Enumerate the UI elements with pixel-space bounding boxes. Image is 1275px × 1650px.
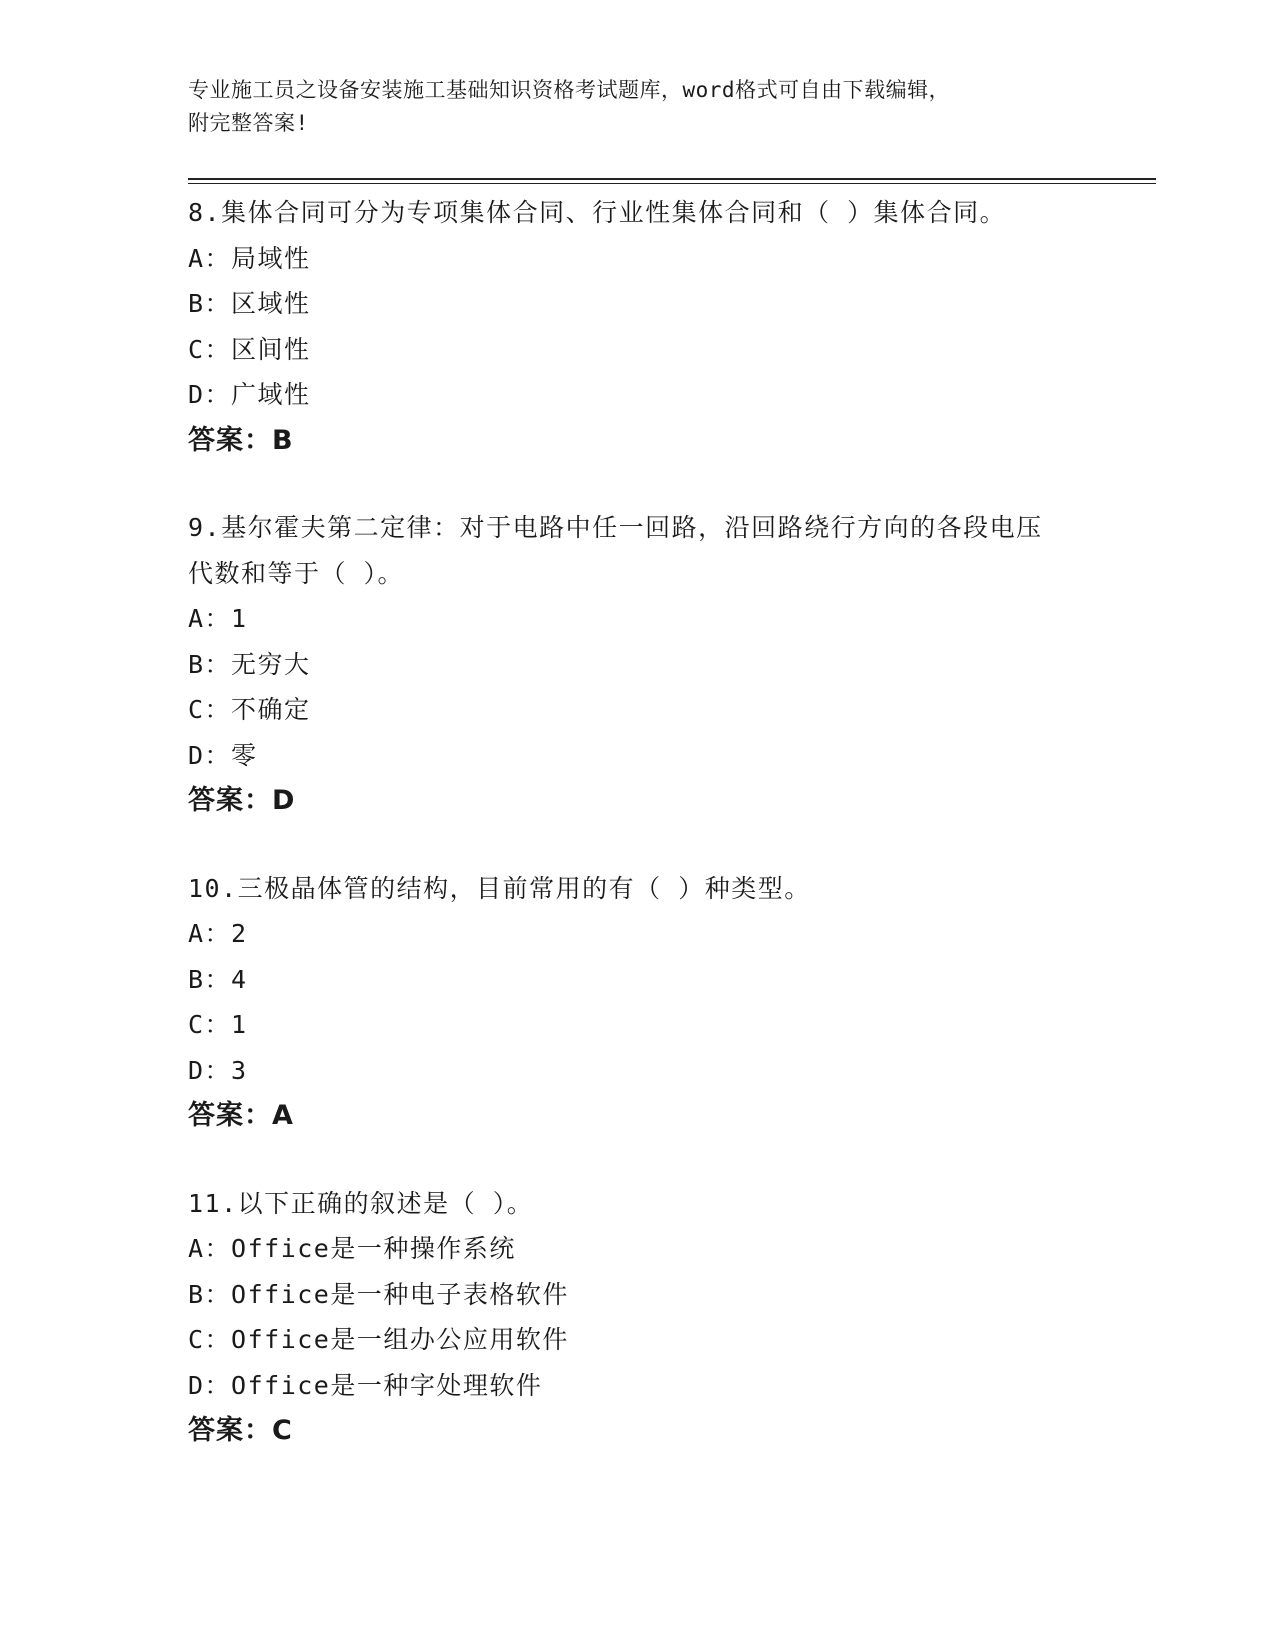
option-d: D：零 xyxy=(188,740,258,770)
option-b: B：无穷大 xyxy=(188,649,311,679)
question-stem: 10.三极晶体管的结构，目前常用的有（ ）种类型。 xyxy=(188,873,811,903)
option-b: B：Office是一种电子表格软件 xyxy=(188,1279,569,1309)
question-9 xyxy=(188,505,1088,824)
question-stem: 9.基尔霍夫第二定律：对于电路中任一回路，沿回路绕行方向的各段电压代数和等于（ ）。 xyxy=(188,513,1043,588)
header-divider-thick xyxy=(188,178,1156,180)
question-stem: 11.以下正确的叙述是（ ）。 xyxy=(188,1188,534,1218)
question-list xyxy=(188,190,1088,1496)
answer-line: 答案：A xyxy=(188,1100,294,1131)
option-c: C：不确定 xyxy=(188,695,311,724)
option-a: A：Office是一种操作系统 xyxy=(188,1234,516,1263)
question-8 xyxy=(188,190,1088,463)
option-d: D：Office是一种字处理软件 xyxy=(188,1370,543,1400)
option-c: C：Office是一组办公应用软件 xyxy=(188,1325,569,1354)
question-11 xyxy=(188,1181,1088,1454)
question-10 xyxy=(188,866,1088,1139)
header-title-line-1: 专业施工员之设备安装施工基础知识资格考试题库，word格式可自由下载编辑， xyxy=(188,78,951,102)
answer-line: 答案：D xyxy=(188,785,296,816)
answer-line: 答案：B xyxy=(188,424,294,456)
document-header xyxy=(188,74,1068,140)
option-c: C：1 xyxy=(188,1010,248,1039)
option-a: A：局域性 xyxy=(188,243,311,273)
question-stem: 8.集体合同可分为专项集体合同、行业性集体合同和（ ）集体合同。 xyxy=(188,198,1007,227)
option-c: C：区间性 xyxy=(188,334,311,364)
answer-line: 答案：C xyxy=(188,1415,293,1446)
header-divider-thin xyxy=(188,183,1156,184)
option-b: B：区域性 xyxy=(188,289,311,318)
option-a: A：2 xyxy=(188,919,248,948)
option-d: D：3 xyxy=(188,1055,248,1085)
option-b: B：4 xyxy=(188,964,248,994)
header-title-line-2: 附完整答案! xyxy=(188,111,309,135)
option-a: A：1 xyxy=(188,604,248,633)
option-d: D：广域性 xyxy=(188,380,311,409)
